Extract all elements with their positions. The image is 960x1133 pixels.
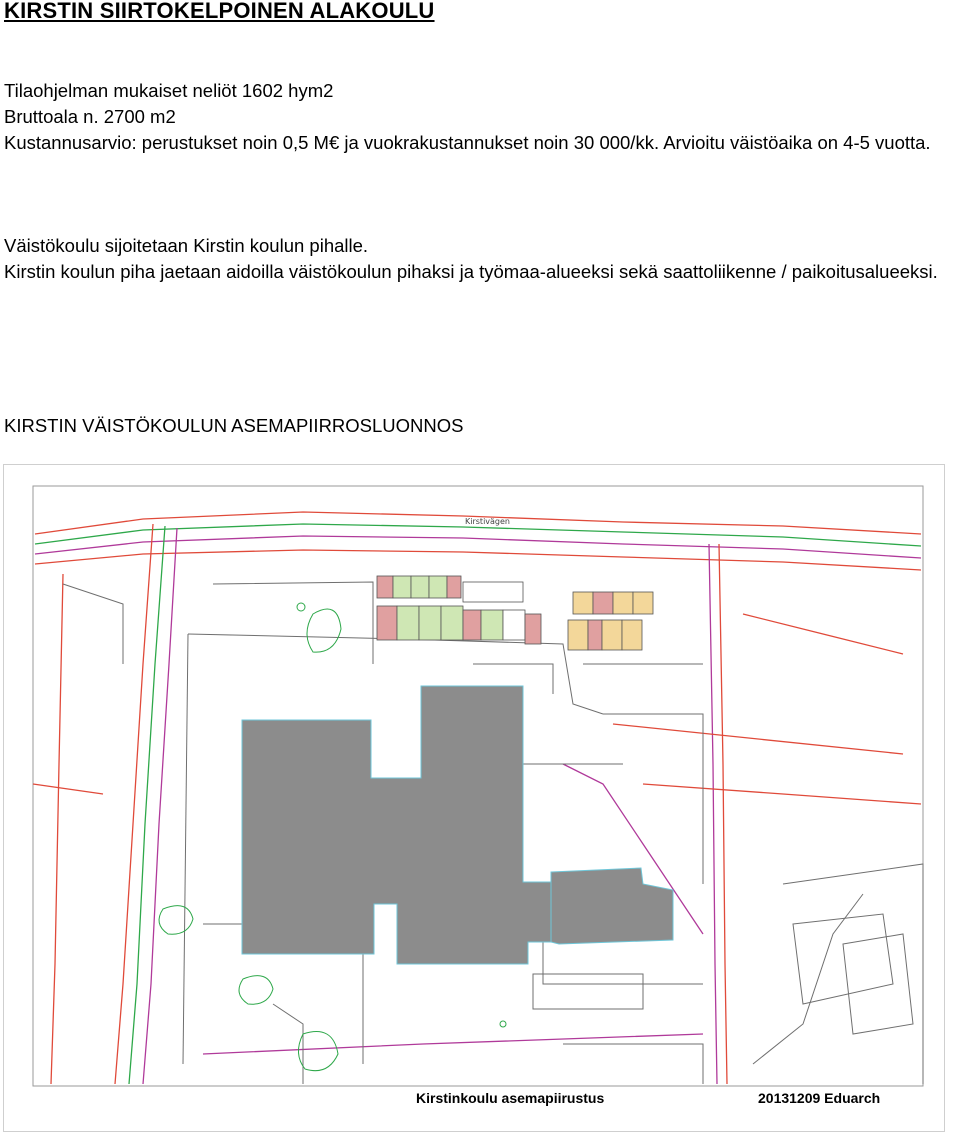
text-line-cost-estimate: Kustannusarvio: perustukset noin 0,5 M€ ja vuokrakustannukset noin 30 000/kk. Arvioitu väistöaika on 4-5 vuotta. [4,132,931,153]
site-plan-figure [3,464,945,1132]
text-line-gross-area: Bruttoala n. 2700 m2 [4,106,176,127]
text-line-placement: Väistökoulu sijoitetaan Kirstin koulun pihalle. [4,235,369,256]
site-plan-drawing [3,464,945,1132]
text-line-floor-area: Tilaohjelman mukaiset neliöt 1602 hym2 [4,80,334,101]
section-heading: KIRSTIN VÄISTÖKOULUN ASEMAPIIRROSLUONNOS [4,415,464,436]
text-line-yard-division: Kirstin koulun piha jaetaan aidoilla väistökoulun pihaksi ja työmaa-alueeksi sekä saattoliikenne / paikoitusalueeksi. [4,261,938,282]
page-title: KIRSTIN SIIRTOKELPOINEN ALAKOULU [4,0,435,23]
plan-stamp: 20131209 Eduarch [758,1090,881,1106]
street-label: Kirstivägen [465,517,510,526]
plan-caption: Kirstinkoulu asemapiirustus [416,1090,605,1106]
